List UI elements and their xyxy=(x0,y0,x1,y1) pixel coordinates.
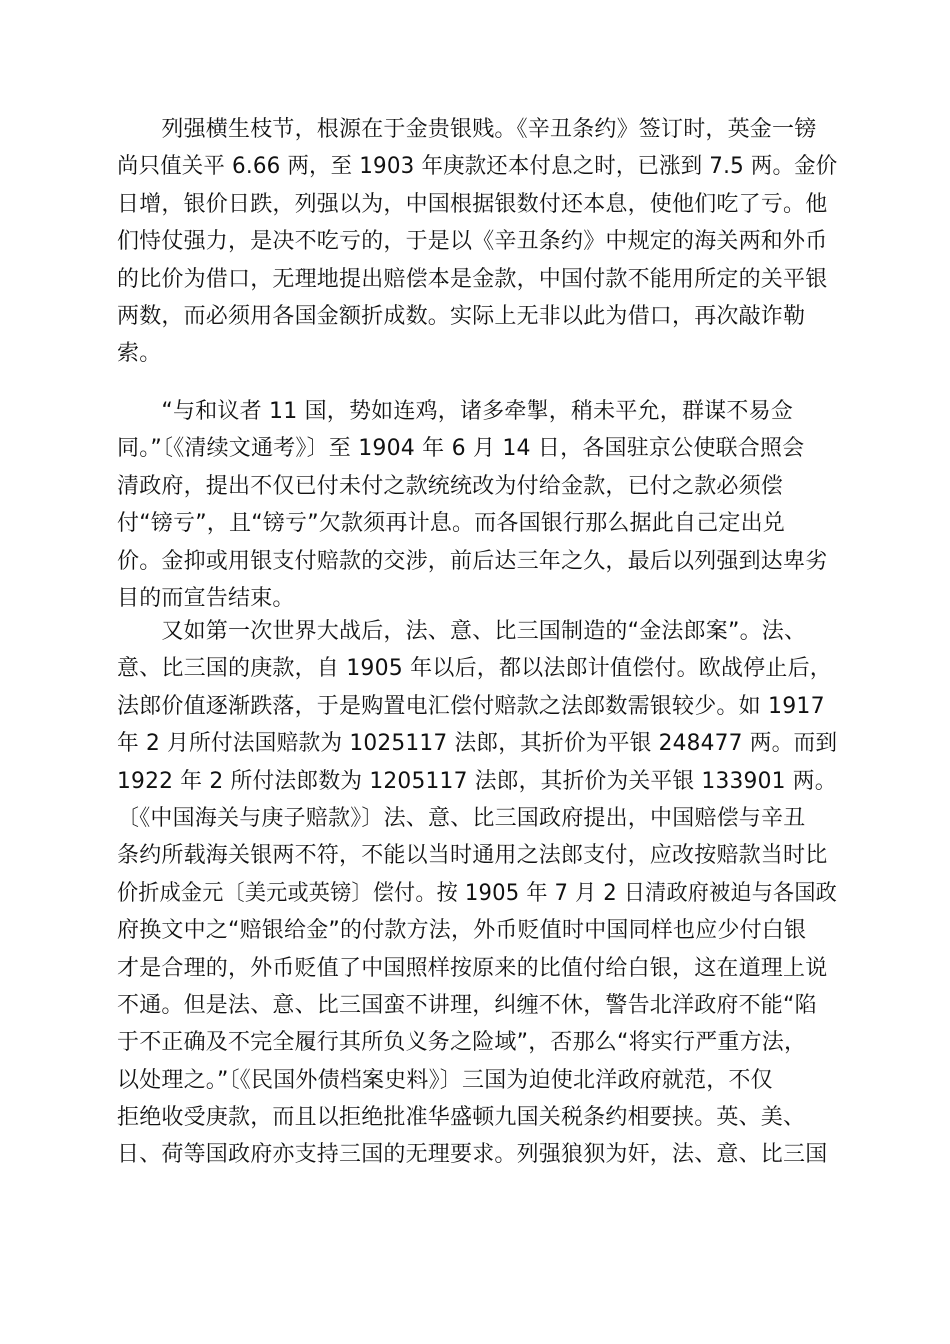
text-line: 意、比三国的庚款，自 1905 年以后，都以法郎计值偿付。欧战停止后， xyxy=(117,656,832,682)
text-line: 不通。但是法、意、比三国蛮不讲理，纠缠不休，警告北洋政府不能“陷 xyxy=(117,992,817,1018)
text-line: 1922 年 2 所付法郎数为 1205117 法郎，其折价为关平银 133901 两。 xyxy=(117,768,837,794)
text-line: 列强横生枝节，根源在于金贵银贱。《辛丑条约》签订时，英金一镑 xyxy=(117,117,817,142)
text-line: “与和议者 11 国，势如连鸡，诸多牵掣，稍未平允，群谋不易佥 xyxy=(117,399,793,424)
text-line: 又如第一次世界大战后，法、意、比三国制造的“金法郎案”。法、 xyxy=(117,619,807,644)
text-line: 价。金抑或用银支付赔款的交涉，前后达三年之久，最后以列强到达卑劣 xyxy=(117,548,828,574)
text-line: 价折成金元〔美元或英镑〕偿付。按 1905 年 7 月 2 日清政府被迫与各国政 xyxy=(117,880,837,906)
text-line: 日、荷等国政府亦支持三国的无理要求。列强狼狈为奸，法、意、比三国 xyxy=(117,1142,828,1168)
text-line: 〔《中国海关与庚子赔款》〕法、意、比三国政府提出，中国赔偿与辛丑 xyxy=(117,805,806,831)
text-line: 年 2 月所付法国赔款为 1025117 法郎，其折价为平银 248477 两。而到 xyxy=(117,731,838,757)
text-line: 府换文中之“赔银给金”的付款方法，外币贬值时中国同样也应少付白银 xyxy=(117,918,807,944)
text-line: 拒绝收受庚款，而且以拒绝批准华盛顿九国关税条约相要挟。英、美、 xyxy=(117,1105,806,1131)
paragraph-gold-silver-exchange xyxy=(117,111,837,373)
text-line: 清政府，提出不仅已付未付之款统统改为付给金款，已付之款必须偿 xyxy=(117,473,784,499)
text-line: 同。”〔《清续文通考》〕至 1904 年 6 月 14 日，各国驻京公使联合照会 xyxy=(117,436,805,462)
text-line: 们恃仗强力，是决不吃亏的，于是以《辛丑条约》中规定的海关两和外币 xyxy=(117,229,828,255)
text-line: 以处理之。”〔《民国外债档案史料》〕三国为迫使北洋政府就范，不仅 xyxy=(117,1067,773,1093)
text-line: 日增，银价日跌，列强以为，中国根据银数付还本息，使他们吃了亏。他 xyxy=(117,191,828,217)
text-line: 尚只值关平 6.66 两，至 1903 年庚款还本付息之时，已涨到 7.5 两。金价 xyxy=(117,154,838,180)
text-line: 索。 xyxy=(117,341,162,367)
paragraph-pound-loss xyxy=(117,393,837,617)
paragraph-gold-franc-case xyxy=(117,613,837,1174)
text-line: 目的而宣告结束。 xyxy=(117,585,295,611)
text-line: 于不正确及不完全履行其所负义务之险域”，否那么“将实行严重方法， xyxy=(117,1030,807,1056)
text-line: 两数，而必须用各国金额折成数。实际上无非以此为借口，再次敲诈勒 xyxy=(117,303,806,329)
text-line: 才是合理的，外币贬值了中国照样按原来的比值付给白银，这在道理上说 xyxy=(117,955,828,981)
text-line: 的比价为借口，无理地提出赔偿本是金款，中国付款不能用所定的关平银 xyxy=(117,266,828,292)
text-line: 付“镑亏”，且“镑亏”欠款须再计息。而各国银行那么据此自己定出兑 xyxy=(117,511,785,537)
text-line: 条约所载海关银两不符，不能以当时通用之法郎支付，应改按赔款当时比 xyxy=(117,843,828,869)
text-line: 法郎价值逐渐跌落，于是购置电汇偿付赔款之法郎数需银较少。如 1917 xyxy=(117,693,825,719)
